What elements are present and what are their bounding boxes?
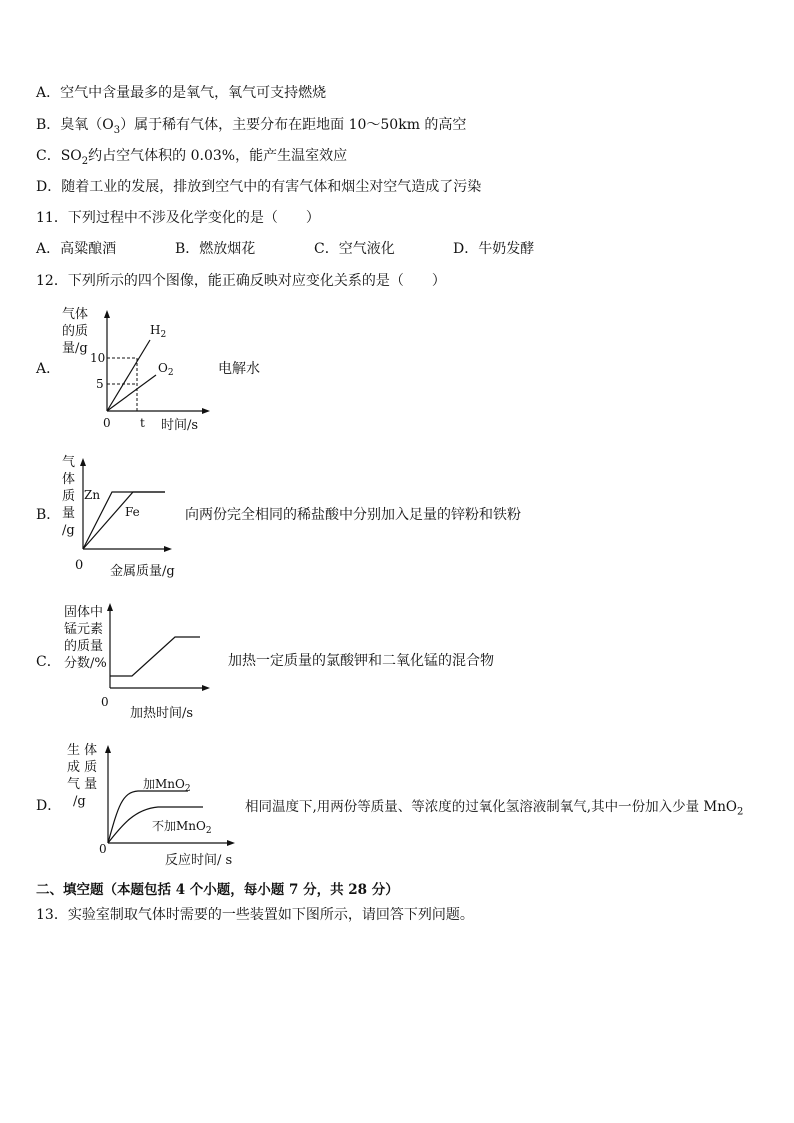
graph-d-ylabel-1: 生 体 [67, 743, 98, 758]
graph-d-ylabel-2: 成 质 [67, 760, 98, 775]
graph-b-desc: 向两份完全相同的稀盐酸中分别加入足量的锌粉和铁粉 [185, 507, 521, 523]
graph-d-ylabel-4: /g [73, 794, 86, 809]
graph-d-x-arrow [227, 840, 235, 846]
graph-d-origin: 0 [99, 842, 107, 856]
graph-d-ylabel-3: 气 量 [67, 777, 98, 792]
q12-option-b-letter: B． [36, 507, 61, 523]
graph-b-ylabel-1: 气 [62, 455, 76, 470]
q11-option-b: B．燃放烟花 [175, 241, 256, 257]
graph-c-ylabel-3: 的质量 [64, 639, 104, 654]
q10-b-text: B．臭氧（O [36, 117, 114, 133]
graph-a-o2-line [107, 375, 156, 411]
q10-b-sub: 3 [113, 124, 121, 136]
graph-b-y-arrow [80, 458, 86, 466]
q10-option-d: D．随着工业的发展，排放到空气中的有害气体和烟尘对空气造成了污染 [36, 179, 482, 195]
graph-b-zn-label: Zn [84, 488, 101, 502]
graph-b-ylabel-4: 量 [62, 506, 76, 521]
q12-stem: 12．下列所示的四个图像，能正确反映对应变化关系的是（ ） [36, 273, 446, 289]
graph-a-tick-10: 10 [90, 351, 106, 365]
graph-c-ylabel-4: 分数/% [64, 656, 107, 671]
q10-c-text: C．SO [36, 148, 82, 164]
q11-stem: 11．下列过程中不涉及化学变化的是（ ） [36, 210, 320, 226]
q12-option-c-letter: C． [36, 654, 61, 670]
graph-a-ylabel-1: 气体 [62, 307, 89, 322]
graph-b-ylabel [62, 454, 75, 539]
graph-a-tick-5: 5 [96, 377, 104, 391]
graph-b-ylabel-2: 体 [62, 472, 76, 487]
graph-c-desc: 加热一定质量的氯酸钾和二氧化锰的混合物 [228, 653, 494, 669]
graph-a-y-arrow [104, 310, 110, 318]
graph-a-o2-label: $O_2$ [158, 361, 174, 378]
graph-d-without-mno2-label: 不加MnO$_2$ [152, 819, 212, 836]
section-heading: 二、填空题（本题包括 4 个小题，每小题 7 分，共 28 分） [36, 882, 399, 898]
q11-option-a: A．高粱酿酒 [36, 241, 117, 257]
graph-b-x-arrow [164, 546, 172, 552]
graph-c-y-arrow [107, 603, 113, 611]
graph-d-with-mno2-curve [108, 791, 188, 843]
graph-b-fe-label: Fe [125, 505, 140, 519]
q13-stem: 13．实验室制取气体时需要的一些装置如下图所示，请回答下列问题。 [36, 907, 474, 923]
graph-d-desc-text: 相同温度下,用两份等质量、等浓度的过氧化氢溶液制氧气,其中一份加入少量 MnO [245, 799, 737, 815]
graph-c-curve [110, 637, 200, 676]
q10-option-a: A．空气中含量最多的是氧气，氧气可支持燃烧 [36, 85, 327, 101]
graph-a-desc: 电解水 [218, 361, 260, 377]
graph-b-origin: 0 [75, 558, 84, 573]
graph-b [75, 450, 185, 560]
graph-a-xlabel: 时间/s [161, 418, 199, 433]
q12-option-a-letter: A． [36, 361, 61, 377]
graph-a [80, 300, 230, 440]
q11-option-d: D．牛奶发酵 [453, 241, 535, 257]
q10-option-c [36, 145, 347, 167]
graph-d-with-mno2-label: 加MnO$_2$ [143, 777, 191, 794]
graph-c-ylabel-1: 固体中 [64, 605, 104, 620]
graph-d-y-arrow [105, 745, 111, 753]
graph-b-ylabel-5: /g [62, 523, 75, 538]
graph-a-h2-label: $H_2$ [150, 323, 167, 340]
graph-a-t: t [140, 416, 145, 430]
graph-d-desc [245, 795, 743, 818]
q10-c-sub: 2 [81, 155, 89, 167]
graph-c-origin: 0 [101, 695, 109, 709]
graph-c [100, 595, 220, 695]
graph-a-x-arrow [202, 408, 210, 414]
graph-a-h2-line [107, 340, 150, 411]
graph-a-ylabel-2: 的质 [62, 324, 89, 339]
graph-d-ylabel [67, 742, 97, 810]
q10-b-text-2: ）属于稀有气体，主要分布在距地面 10～50km 的高空 [120, 117, 467, 133]
graph-b-xlabel: 金属质量/g [110, 564, 175, 579]
graph-a-origin: 0 [103, 416, 111, 430]
graph-b-ylabel-3: 质 [62, 489, 76, 504]
graph-c-x-arrow [202, 685, 210, 691]
graph-c-ylabel-2: 锰元素 [64, 622, 104, 637]
q10-c-text-2: 约占空气体积的 0.03%，能产生温室效应 [88, 148, 348, 164]
q10-option-b [36, 114, 466, 136]
q11-option-c: C．空气液化 [314, 241, 395, 257]
graph-c-xlabel: 加热时间/s [130, 706, 194, 721]
q12-option-d-letter: D． [36, 798, 62, 814]
graph-d [100, 735, 245, 850]
graph-d-xlabel: 反应时间/ s [165, 853, 233, 868]
graph-a-ylabel-3: 量/g [62, 341, 88, 356]
graph-d-desc-sub: 2 [736, 806, 744, 818]
